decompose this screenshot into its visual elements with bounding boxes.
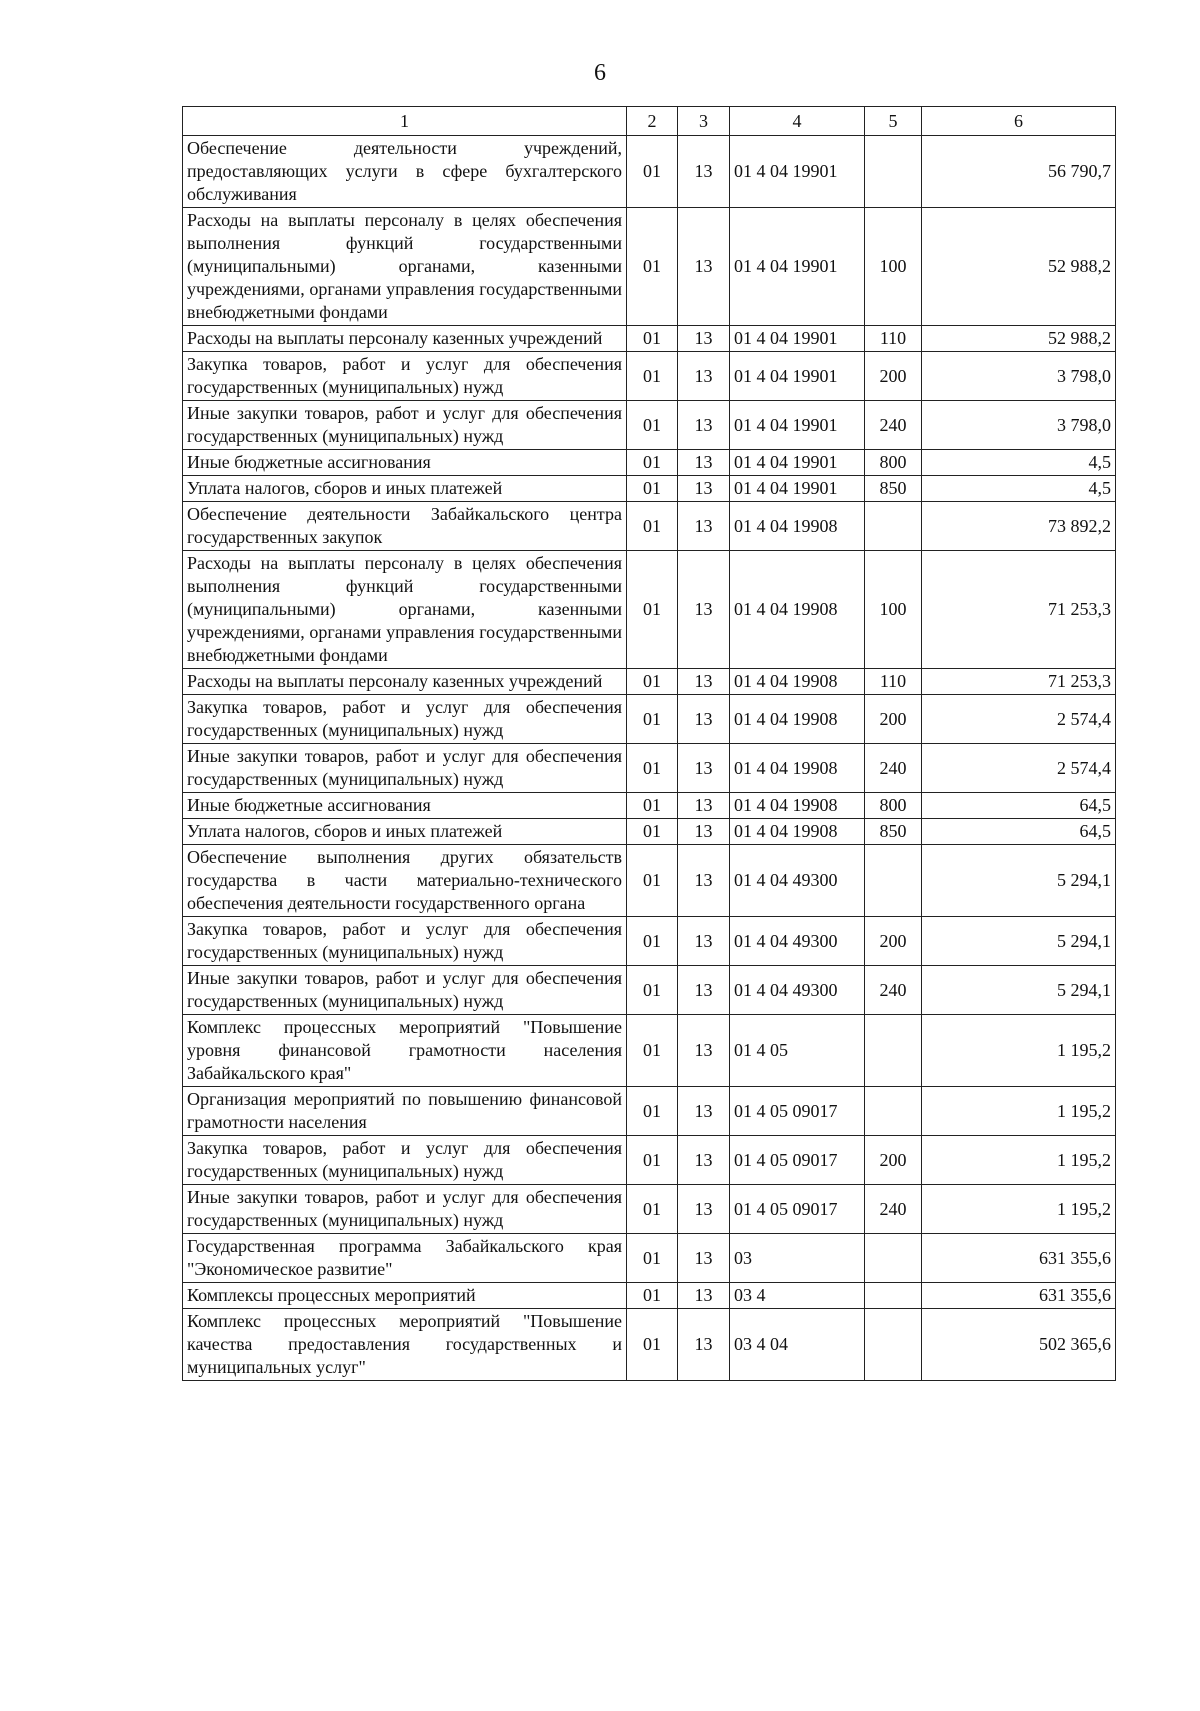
- row-section: 01: [627, 326, 678, 352]
- row-name: Иные закупки товаров, работ и услуг для обеспечения государственных (муниципальных) нужд: [183, 401, 627, 450]
- row-subsection: 13: [678, 793, 730, 819]
- row-target-article: 01 4 04 19908: [730, 551, 865, 669]
- row-section: 01: [627, 1087, 678, 1136]
- row-subsection: 13: [678, 744, 730, 793]
- row-name: Иные бюджетные ассигнования: [183, 450, 627, 476]
- row-expense-type: 240: [865, 401, 922, 450]
- row-target-article: 01 4 04 19908: [730, 669, 865, 695]
- row-amount: 1 195,2: [922, 1087, 1116, 1136]
- row-subsection: 13: [678, 1185, 730, 1234]
- row-subsection: 13: [678, 208, 730, 326]
- row-name: Государственная программа Забайкальского края "Экономическое развитие": [183, 1234, 627, 1283]
- row-amount: 631 355,6: [922, 1234, 1116, 1283]
- row-target-article: 01 4 04 19901: [730, 401, 865, 450]
- row-target-article: 01 4 05 09017: [730, 1185, 865, 1234]
- table-row: [183, 819, 1116, 845]
- row-amount: 1 195,2: [922, 1136, 1116, 1185]
- row-target-article: 01 4 05 09017: [730, 1087, 865, 1136]
- row-subsection: 13: [678, 136, 730, 208]
- row-expense-type: [865, 1087, 922, 1136]
- row-expense-type: [865, 1234, 922, 1283]
- row-subsection: 13: [678, 917, 730, 966]
- row-name: Расходы на выплаты персоналу казенных учреждений: [183, 669, 627, 695]
- row-expense-type: 200: [865, 1136, 922, 1185]
- row-section: 01: [627, 793, 678, 819]
- row-target-article: 01 4 04 19908: [730, 695, 865, 744]
- row-expense-type: [865, 136, 922, 208]
- row-name: Закупка товаров, работ и услуг для обеспечения государственных (муниципальных) нужд: [183, 1136, 627, 1185]
- table-row: [183, 352, 1116, 401]
- row-name: Закупка товаров, работ и услуг для обеспечения государственных (муниципальных) нужд: [183, 352, 627, 401]
- row-subsection: 13: [678, 1309, 730, 1381]
- row-section: 01: [627, 1015, 678, 1087]
- row-amount: 56 790,7: [922, 136, 1116, 208]
- table-row: [183, 208, 1116, 326]
- row-expense-type: [865, 1283, 922, 1309]
- row-amount: 3 798,0: [922, 352, 1116, 401]
- row-amount: 5 294,1: [922, 845, 1116, 917]
- row-name: Комплекс процессных мероприятий "Повышение качества предоставления государственных и муниципальных услуг": [183, 1309, 627, 1381]
- row-expense-type: 800: [865, 793, 922, 819]
- row-target-article: 01 4 04 19901: [730, 450, 865, 476]
- row-expense-type: 200: [865, 352, 922, 401]
- row-expense-type: [865, 1015, 922, 1087]
- row-amount: 4,5: [922, 450, 1116, 476]
- row-subsection: 13: [678, 1136, 730, 1185]
- table-row: [183, 1185, 1116, 1234]
- table-row: [183, 669, 1116, 695]
- row-target-article: 03 4 04: [730, 1309, 865, 1381]
- column-header-6: 6: [922, 107, 1116, 136]
- row-section: 01: [627, 476, 678, 502]
- row-target-article: 01 4 04 49300: [730, 966, 865, 1015]
- row-expense-type: [865, 502, 922, 551]
- row-amount: 52 988,2: [922, 208, 1116, 326]
- row-target-article: 01 4 04 19908: [730, 819, 865, 845]
- row-amount: 3 798,0: [922, 401, 1116, 450]
- row-name: Обеспечение выполнения других обязательств государства в части материально-технического обеспечения деятельности государственного органа: [183, 845, 627, 917]
- row-subsection: 13: [678, 352, 730, 401]
- table-row: [183, 502, 1116, 551]
- row-expense-type: 240: [865, 744, 922, 793]
- row-amount: 52 988,2: [922, 326, 1116, 352]
- row-name: Расходы на выплаты персоналу в целях обеспечения выполнения функций государственными (муниципальными) органами, казенными учреждениями, органами управления государственными внебюджетными фондами: [183, 208, 627, 326]
- row-expense-type: 850: [865, 476, 922, 502]
- table-body: [183, 136, 1116, 1381]
- row-subsection: 13: [678, 450, 730, 476]
- row-section: 01: [627, 819, 678, 845]
- row-name: Закупка товаров, работ и услуг для обеспечения государственных (муниципальных) нужд: [183, 695, 627, 744]
- row-expense-type: 240: [865, 1185, 922, 1234]
- row-name: Иные закупки товаров, работ и услуг для обеспечения государственных (муниципальных) нужд: [183, 966, 627, 1015]
- row-section: 01: [627, 551, 678, 669]
- table-row: [183, 744, 1116, 793]
- row-target-article: 01 4 04 19908: [730, 744, 865, 793]
- row-amount: 2 574,4: [922, 695, 1116, 744]
- row-section: 01: [627, 1185, 678, 1234]
- row-section: 01: [627, 966, 678, 1015]
- table-row: [183, 476, 1116, 502]
- row-name: Закупка товаров, работ и услуг для обеспечения государственных (муниципальных) нужд: [183, 917, 627, 966]
- row-target-article: 01 4 05: [730, 1015, 865, 1087]
- row-amount: 4,5: [922, 476, 1116, 502]
- row-expense-type: 200: [865, 695, 922, 744]
- row-subsection: 13: [678, 502, 730, 551]
- table-row: [183, 1136, 1116, 1185]
- row-target-article: 01 4 04 19901: [730, 352, 865, 401]
- row-section: 01: [627, 695, 678, 744]
- row-section: 01: [627, 1136, 678, 1185]
- row-subsection: 13: [678, 1234, 730, 1283]
- row-amount: 71 253,3: [922, 669, 1116, 695]
- row-name: Уплата налогов, сборов и иных платежей: [183, 476, 627, 502]
- row-section: 01: [627, 352, 678, 401]
- row-name: Организация мероприятий по повышению финансовой грамотности населения: [183, 1087, 627, 1136]
- row-section: 01: [627, 208, 678, 326]
- row-amount: 1 195,2: [922, 1015, 1116, 1087]
- row-amount: 502 365,6: [922, 1309, 1116, 1381]
- row-expense-type: 200: [865, 917, 922, 966]
- table-row: [183, 1015, 1116, 1087]
- row-section: 01: [627, 502, 678, 551]
- row-section: 01: [627, 136, 678, 208]
- row-subsection: 13: [678, 1087, 730, 1136]
- row-section: 01: [627, 744, 678, 793]
- row-subsection: 13: [678, 845, 730, 917]
- row-section: 01: [627, 917, 678, 966]
- row-subsection: 13: [678, 1283, 730, 1309]
- row-expense-type: 800: [865, 450, 922, 476]
- row-target-article: 01 4 04 19908: [730, 502, 865, 551]
- table-row: [183, 1087, 1116, 1136]
- row-section: 01: [627, 1283, 678, 1309]
- row-expense-type: [865, 845, 922, 917]
- row-name: Расходы на выплаты персоналу в целях обеспечения выполнения функций государственными (муниципальными) органами, казенными учреждениями, органами управления государственными внебюджетными фондами: [183, 551, 627, 669]
- table-row: [183, 551, 1116, 669]
- row-section: 01: [627, 1309, 678, 1381]
- row-name: Иные закупки товаров, работ и услуг для обеспечения государственных (муниципальных) нужд: [183, 1185, 627, 1234]
- column-header-5: 5: [865, 107, 922, 136]
- row-section: 01: [627, 450, 678, 476]
- row-target-article: 03: [730, 1234, 865, 1283]
- row-subsection: 13: [678, 401, 730, 450]
- table-row: [183, 845, 1116, 917]
- row-expense-type: 100: [865, 208, 922, 326]
- table-row: [183, 326, 1116, 352]
- table-row: [183, 695, 1116, 744]
- row-target-article: 03 4: [730, 1283, 865, 1309]
- column-header-3: 3: [678, 107, 730, 136]
- row-section: 01: [627, 669, 678, 695]
- table-row: [183, 966, 1116, 1015]
- table-row: [183, 793, 1116, 819]
- table-row: [183, 1283, 1116, 1309]
- row-subsection: 13: [678, 966, 730, 1015]
- row-name: Иные закупки товаров, работ и услуг для обеспечения государственных (муниципальных) нужд: [183, 744, 627, 793]
- row-name: Уплата налогов, сборов и иных платежей: [183, 819, 627, 845]
- row-amount: 1 195,2: [922, 1185, 1116, 1234]
- row-amount: 73 892,2: [922, 502, 1116, 551]
- table-row: [183, 1234, 1116, 1283]
- row-name: Обеспечение деятельности учреждений, предоставляющих услуги в сфере бухгалтерского обслуживания: [183, 136, 627, 208]
- row-target-article: 01 4 04 49300: [730, 917, 865, 966]
- header-row: [183, 107, 1116, 136]
- row-amount: 5 294,1: [922, 917, 1116, 966]
- row-section: 01: [627, 1234, 678, 1283]
- row-expense-type: 100: [865, 551, 922, 669]
- table-row: [183, 401, 1116, 450]
- row-subsection: 13: [678, 476, 730, 502]
- row-amount: 71 253,3: [922, 551, 1116, 669]
- row-target-article: 01 4 04 49300: [730, 845, 865, 917]
- budget-table: [182, 106, 1116, 1381]
- row-target-article: 01 4 04 19901: [730, 208, 865, 326]
- row-target-article: 01 4 05 09017: [730, 1136, 865, 1185]
- row-subsection: 13: [678, 326, 730, 352]
- column-header-1: 1: [183, 107, 627, 136]
- row-amount: 5 294,1: [922, 966, 1116, 1015]
- row-name: Расходы на выплаты персоналу казенных учреждений: [183, 326, 627, 352]
- row-expense-type: 240: [865, 966, 922, 1015]
- row-target-article: 01 4 04 19908: [730, 793, 865, 819]
- table-row: [183, 450, 1116, 476]
- table-row: [183, 1309, 1116, 1381]
- table-row: [183, 136, 1116, 208]
- row-subsection: 13: [678, 669, 730, 695]
- row-amount: 64,5: [922, 819, 1116, 845]
- table-row: [183, 917, 1116, 966]
- row-subsection: 13: [678, 695, 730, 744]
- row-name: Комплексы процессных мероприятий: [183, 1283, 627, 1309]
- row-expense-type: 850: [865, 819, 922, 845]
- row-target-article: 01 4 04 19901: [730, 326, 865, 352]
- row-expense-type: [865, 1309, 922, 1381]
- row-subsection: 13: [678, 551, 730, 669]
- row-name: Обеспечение деятельности Забайкальского центра государственных закупок: [183, 502, 627, 551]
- row-expense-type: 110: [865, 326, 922, 352]
- row-target-article: 01 4 04 19901: [730, 476, 865, 502]
- row-subsection: 13: [678, 819, 730, 845]
- row-amount: 2 574,4: [922, 744, 1116, 793]
- row-expense-type: 110: [865, 669, 922, 695]
- row-amount: 631 355,6: [922, 1283, 1116, 1309]
- row-section: 01: [627, 845, 678, 917]
- row-name: Комплекс процессных мероприятий "Повышение уровня финансовой грамотности населения Забайкальского края": [183, 1015, 627, 1087]
- row-subsection: 13: [678, 1015, 730, 1087]
- column-header-4: 4: [730, 107, 865, 136]
- row-name: Иные бюджетные ассигнования: [183, 793, 627, 819]
- row-target-article: 01 4 04 19901: [730, 136, 865, 208]
- row-amount: 64,5: [922, 793, 1116, 819]
- row-section: 01: [627, 401, 678, 450]
- page-number: 6: [594, 60, 606, 86]
- column-header-2: 2: [627, 107, 678, 136]
